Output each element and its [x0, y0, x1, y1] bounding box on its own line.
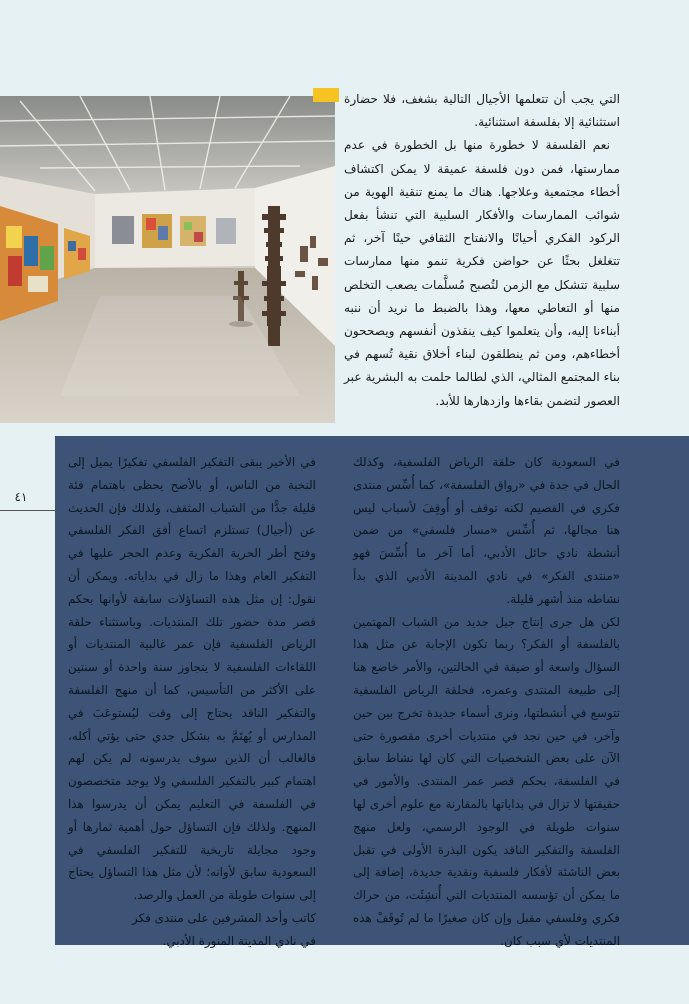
page-number: ٤١ [14, 490, 28, 504]
right-column [353, 451, 620, 948]
gallery-photo [0, 96, 335, 423]
left-column [68, 451, 316, 948]
yellow-accent-bar [313, 88, 339, 102]
right-paragraph-2: لكن هل جرى إنتاج جيل جديد من الشباب المهتمين بالفلسفة أو الفكر؟ ربما تكون الإجابة عن مثل هذا السؤال واسعة أو ضيقة في الحالتين، والأمر خاضع هنا إلى طبيعة المنتدى وعمره، فحلقة الرياض الفلسفية تتوسع في أنشطتها، ونرى أسماء جديدة تخرج بين حين وآخر، في حين نجد في منتديات أخرى مقصورة حتى الآن على بعض الشخصيات التي كان لها نشاط سابق في الفلسفة، بحكم قصر عمر المنتدى. والأمور في حقيقتها لا تزال في بداياتها بالمقارنة مع علوم أخرى لها سنوات طويلة في الوجود الرسمي، ولعل منهج الفلسفة والتفكير الناقد يكون البذرة الأولى في تقبل بعض الناشئة لأفكار فلسفية ونقدية جديدة، إضافة إلى ما يمكن أن تؤسسه المنتديات التي أُنشِئَت، من حراك فكري وفلسفي مقبل وإن كان صغيرًا ما لم تُوقَفْ هذه المنتديات لأي سبب كان. [353, 614, 620, 948]
author-signature-line-1: كاتب وأحد المشرفين على منتدى فكر [132, 910, 316, 925]
right-paragraph-1: في السعودية كان حلقة الرياض الفلسفية، وكذلك الحال في جدة في «رواق الفلسفة»، كما أُسِّس منتدى فكري في القصيم لكنه توقف أو أُوقِفَ لأسباب ليس هنا مجالها، ثم أُسِّس «مسار فلسفي» من ضمن أنشطة نادي حائل الأدبي، أما آخر ما أُسِّسَ فهو «منتدى الفكر» في نادي المدينة الأدبي الذي بدأ نشاطه منذ أشهر قليلة. [353, 455, 620, 606]
left-paragraph-1: في الأخير يبقى التفكير الفلسفي تفكيرًا يميل إلى النخبة من الناس، أو بالأصح يحظى باهتمام فئة قليلة جدًّا من الشباب المثقف، ولذلك فإن الحديث عن (أجيال) تستلزم اتساع أفق الفكر الفلسفي وفتح أطر الحرية الفكرية وعدم الحجر عليها في التفكير العام وهذا ما زال في بداياته. ويمكن أن نقول: إن مثل هذه التساؤلات سابقة لأوانها بحكم قصر مدة حضور تلك المنتديات. وباستثناء حلقة الرياض الفلسفية فإن عمر غالبية المنتديات أو اللقاءات الفلسفية لا يتجاوز سنة واحدة أو سنتين على الأكثر من التأسيس، كما أن منهج الفلسفة والتفكير الناقد يحتاج إلى وقت ليُستوعَبَ في المدارس أو يُهتَمَّ به بشكل جدي حتى يؤتي أكله، فالغالب أن الذين سوف يدرسونه لم يكن لهم اهتمام كبير بالتفكير الفلسفي ولا يوجد متخصصون في الفلسفة في التعليم يمكن أن يدرسوا هذا المنهج. ولذلك فإن التساؤل حول أهمية ثمارها أو وجود مجايلة تاريخية للتفكير الفلسفي في السعودية سابق لأوانه؛ لأن مثل هذا التساؤل يحتاج إلى سنوات طويلة من العمل والرصد. [68, 455, 316, 903]
top-text-block [344, 88, 620, 423]
page-number-rule [0, 510, 55, 511]
top-paragraph-1: التي يجب أن تتعلمها الأجيال التالية بشغف، فلا حضارة استثنائية إلا بفلسفة استثنائية. [344, 92, 620, 130]
top-paragraph-2: نعم الفلسفة لا خطورة منها بل الخطورة في عدم ممارستها، فمن دون فلسفة عميقة لا يمكن اكتشاف أخطاء مجتمعية وعلاجها. هناك ما يمنع تنقية الهوية من شوائب الممارسات والأفكار السلبية التي تنشأ بفعل الركود الفكري أحيانًا والانفتاح الثقافي حينًا آخر، ثم تتغلغل بحثًا عن حواضن فكرية تنمو منها ممارسات سلبية تتشكل مع الزمن لتُصبح مُسلَّمات يصعب التخلص منها أو التعاطي معها، وهذا بالضبط ما نريد أن ننبه أبناءنا إليه، وأن يتعلموا كيف ينقذون أنفسهم ويصححون أخطاءهم، ومن ثم ينطلقون لبناء أخلاق نقية تُسهم في بناء المجتمع المثالي، الذي لطالما حلمت به البشرية عبر العصور لتضمن بقاءها وازدهارها للأبد. [344, 138, 620, 408]
author-signature-line-2: في نادي المدينة المنورة الأدبي. [162, 933, 316, 948]
